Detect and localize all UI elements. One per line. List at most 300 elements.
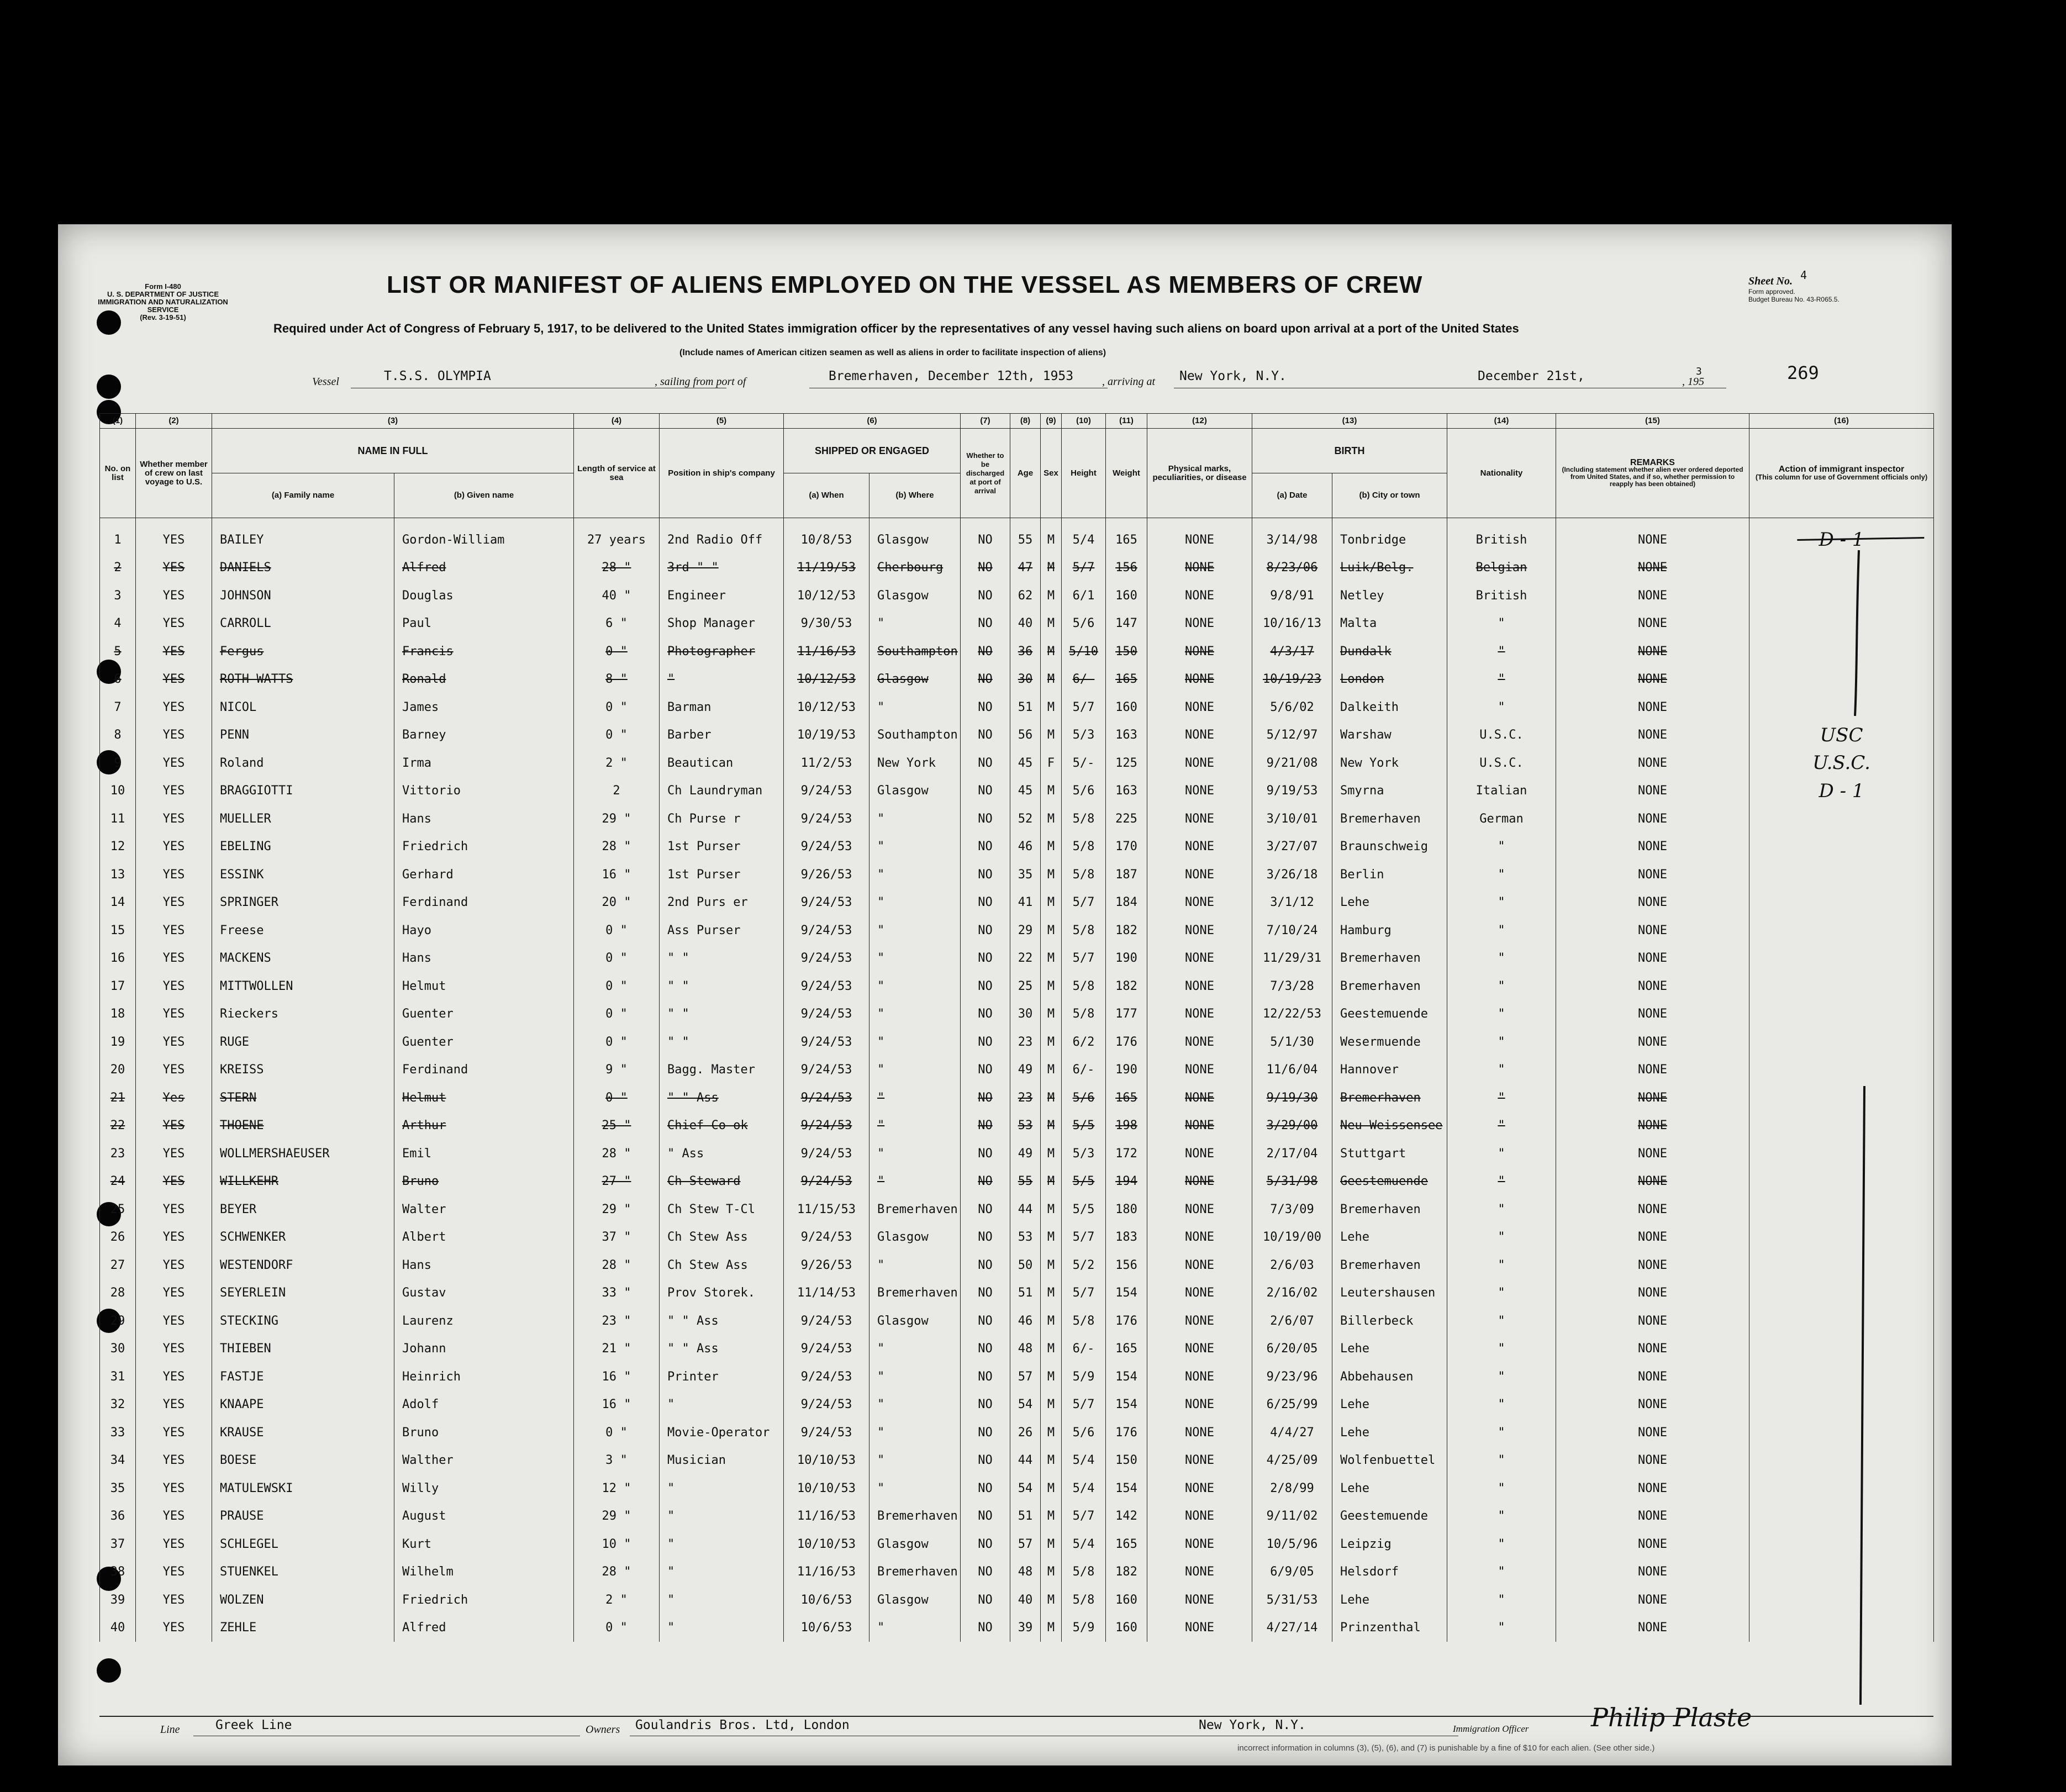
line-name: Greek Line	[215, 1718, 292, 1732]
cell-nat: "	[1447, 693, 1556, 721]
cell-sex: M	[1041, 1530, 1062, 1558]
table-row	[100, 1140, 1934, 1168]
cell-sex: M	[1041, 1112, 1062, 1140]
cell-nat: Italian	[1447, 777, 1556, 805]
cell-position: Ch Stew T-Cl	[660, 1195, 784, 1224]
cell-service: 0 "	[574, 1614, 660, 1642]
cell-sex: M	[1041, 1335, 1062, 1363]
cell-remarks: NONE	[1556, 1168, 1749, 1196]
col-num: (4)	[574, 414, 660, 429]
cell-sex: M	[1041, 610, 1062, 638]
cell-when: 9/30/53	[784, 610, 869, 638]
table-row	[100, 666, 1934, 694]
cell-member: YES	[136, 1391, 212, 1419]
cell-nat: U.S.C.	[1447, 749, 1556, 777]
cell-bdate: 3/27/07	[1252, 833, 1332, 861]
table-row	[100, 1558, 1934, 1587]
cell-given: Johann	[394, 1335, 574, 1363]
cell-nat: "	[1447, 1586, 1556, 1614]
cell-service: 2 "	[574, 749, 660, 777]
cell-marks: NONE	[1147, 582, 1252, 610]
cell-city: Smyrna	[1332, 777, 1447, 805]
cell-marks: NONE	[1147, 1614, 1252, 1642]
cell-sex: M	[1041, 1000, 1062, 1029]
cell-city: Leutershausen	[1332, 1279, 1447, 1308]
cell-nat: "	[1447, 1335, 1556, 1363]
cell-remarks: NONE	[1556, 1224, 1749, 1252]
cell-no: 22	[100, 1112, 136, 1140]
cell-sex: M	[1041, 1279, 1062, 1308]
officer-label: Immigration Officer	[1453, 1724, 1529, 1734]
cell-height: 5/7	[1062, 1391, 1106, 1419]
year-digit: 3	[1696, 366, 1702, 377]
cell-disch: NO	[961, 1224, 1010, 1252]
cell-age: 39	[1010, 1614, 1041, 1642]
action-note: (This column for use of Government officials only)	[1755, 472, 1928, 481]
cell-nat: "	[1447, 1056, 1556, 1084]
cell-no: 31	[100, 1363, 136, 1391]
cell-marks: NONE	[1147, 1251, 1252, 1279]
cell-given: Helmut	[394, 972, 574, 1000]
cell-family: DANIELS	[212, 554, 394, 582]
cell-no: 14	[100, 889, 136, 917]
cell-remarks: NONE	[1556, 749, 1749, 777]
officer-signature: Philip Plaste	[1591, 1703, 1752, 1732]
remarks-note: (Including statement whether alien ever ordered deported from United States, and if so, whether permission to reapply has been obtained)	[1562, 465, 1743, 488]
cell-bdate: 2/6/03	[1252, 1251, 1332, 1279]
cell-city: Lehe	[1332, 1586, 1447, 1614]
cell-disch: NO	[961, 1447, 1010, 1475]
cell-weight: 190	[1106, 1056, 1147, 1084]
cell-position: "	[660, 666, 784, 694]
cell-when: 11/19/53	[784, 554, 869, 582]
col-num: (10)	[1062, 414, 1106, 429]
cell-service: 28 "	[574, 1558, 660, 1587]
cell-service: 0 "	[574, 637, 660, 666]
cell-position: " " Ass	[660, 1307, 784, 1335]
cell-service: 0 "	[574, 1419, 660, 1447]
table-row	[100, 1474, 1934, 1503]
cell-family: ESSINK	[212, 861, 394, 889]
header-where: (b) Where	[869, 473, 961, 518]
cell-sex: M	[1041, 1419, 1062, 1447]
cell-disch: NO	[961, 1279, 1010, 1308]
cell-service: 27 years	[574, 518, 660, 554]
cell-sex: F	[1041, 749, 1062, 777]
cell-age: 22	[1010, 945, 1041, 973]
cell-age: 40	[1010, 610, 1041, 638]
cell-action: D - 1	[1749, 518, 1934, 554]
cell-age: 51	[1010, 1503, 1041, 1531]
cell-marks: NONE	[1147, 805, 1252, 833]
cell-remarks: NONE	[1556, 833, 1749, 861]
cell-height: 5/7	[1062, 1224, 1106, 1252]
cell-nat: U.S.C.	[1447, 721, 1556, 750]
cell-age: 54	[1010, 1474, 1041, 1503]
owners-address: New York, N.Y.	[1199, 1718, 1306, 1732]
cell-height: 6/-	[1062, 666, 1106, 694]
cell-family: SPRINGER	[212, 889, 394, 917]
cell-remarks: NONE	[1556, 1586, 1749, 1614]
cell-where: "	[869, 1084, 961, 1112]
cell-where: Bremerhaven	[869, 1503, 961, 1531]
cell-when: 10/10/53	[784, 1530, 869, 1558]
cell-member: YES	[136, 1530, 212, 1558]
remarks-title: REMARKS	[1630, 457, 1675, 467]
cell-when: 11/16/53	[784, 637, 869, 666]
cell-city: Lehe	[1332, 1224, 1447, 1252]
table-row	[100, 1056, 1934, 1084]
cell-bdate: 6/20/05	[1252, 1335, 1332, 1363]
cell-remarks: NONE	[1556, 610, 1749, 638]
cell-family: SCHWENKER	[212, 1224, 394, 1252]
cell-height: 5/7	[1062, 554, 1106, 582]
cell-age: 25	[1010, 972, 1041, 1000]
cell-marks: NONE	[1147, 972, 1252, 1000]
cell-marks: NONE	[1147, 1530, 1252, 1558]
cell-sex: M	[1041, 1168, 1062, 1196]
cell-nat: "	[1447, 972, 1556, 1000]
cell-member: YES	[136, 721, 212, 750]
table-row	[100, 777, 1934, 805]
col-num: (12)	[1147, 414, 1252, 429]
cell-position: "	[660, 1530, 784, 1558]
cell-sex: M	[1041, 721, 1062, 750]
cell-disch: NO	[961, 1307, 1010, 1335]
cell-family: BRAGGIOTTI	[212, 777, 394, 805]
cell-no: 25	[100, 1195, 136, 1224]
table-row	[100, 945, 1934, 973]
col-num: (6)	[784, 414, 961, 429]
cell-age: 49	[1010, 1140, 1041, 1168]
cell-remarks: NONE	[1556, 582, 1749, 610]
cell-disch: NO	[961, 1112, 1010, 1140]
cell-disch: NO	[961, 582, 1010, 610]
cell-position: " " Ass	[660, 1335, 784, 1363]
cell-bdate: 9/23/96	[1252, 1363, 1332, 1391]
cell-service: 25 "	[574, 1112, 660, 1140]
cell-weight: 190	[1106, 945, 1147, 973]
cell-bdate: 6/9/05	[1252, 1558, 1332, 1587]
cell-member: YES	[136, 1056, 212, 1084]
cell-position: " "	[660, 1000, 784, 1029]
cell-when: 9/24/53	[784, 1391, 869, 1419]
cell-where: "	[869, 1140, 961, 1168]
cell-remarks: NONE	[1556, 945, 1749, 973]
cell-sex: M	[1041, 1140, 1062, 1168]
cell-nat: Belgian	[1447, 554, 1556, 582]
cell-service: 3 "	[574, 1447, 660, 1475]
cell-nat: "	[1447, 1391, 1556, 1419]
year-label: , 195	[1682, 376, 1704, 388]
cell-bdate: 2/8/99	[1252, 1474, 1332, 1503]
cell-bdate: 5/31/98	[1252, 1168, 1332, 1196]
cell-city: Lehe	[1332, 1474, 1447, 1503]
col-num: (5)	[660, 414, 784, 429]
cell-no: 10	[100, 777, 136, 805]
cell-no: 27	[100, 1251, 136, 1279]
cell-family: THIEBEN	[212, 1335, 394, 1363]
cell-sex: M	[1041, 1503, 1062, 1531]
col-num: (2)	[136, 414, 212, 429]
cell-position: Ch Stew Ass	[660, 1224, 784, 1252]
cell-given: Adolf	[394, 1391, 574, 1419]
cell-no: 39	[100, 1586, 136, 1614]
cell-height: 5/6	[1062, 610, 1106, 638]
cell-when: 11/16/53	[784, 1558, 869, 1587]
cell-sex: M	[1041, 972, 1062, 1000]
cell-no: 38	[100, 1558, 136, 1587]
cell-when: 10/10/53	[784, 1474, 869, 1503]
cell-height: 5/7	[1062, 1279, 1106, 1308]
cell-city: Bremerhaven	[1332, 805, 1447, 833]
table-row	[100, 1028, 1934, 1056]
cell-disch: NO	[961, 637, 1010, 666]
cell-age: 49	[1010, 1056, 1041, 1084]
cell-disch: NO	[961, 666, 1010, 694]
cell-where: "	[869, 833, 961, 861]
cell-service: 0 "	[574, 1000, 660, 1029]
cell-bdate: 7/3/09	[1252, 1195, 1332, 1224]
header-sex: Sex	[1041, 429, 1062, 518]
service-name: IMMIGRATION AND NATURALIZATION SERVICE	[98, 298, 228, 314]
cell-bdate: 8/23/06	[1252, 554, 1332, 582]
cell-family: STERN	[212, 1084, 394, 1112]
cell-when: 9/26/53	[784, 861, 869, 889]
cell-marks: NONE	[1147, 1335, 1252, 1363]
cell-remarks: NONE	[1556, 1028, 1749, 1056]
cell-height: 5/9	[1062, 1363, 1106, 1391]
cell-no: 2	[100, 554, 136, 582]
cell-marks: NONE	[1147, 1503, 1252, 1531]
cell-given: Paul	[394, 610, 574, 638]
header-no: No. on list	[100, 429, 136, 518]
form-number: Form I-480	[145, 282, 181, 291]
cell-family: WOLZEN	[212, 1586, 394, 1614]
cell-member: YES	[136, 554, 212, 582]
cell-where: "	[869, 1391, 961, 1419]
cell-marks: NONE	[1147, 1419, 1252, 1447]
cell-position: Engineer	[660, 582, 784, 610]
cell-bdate: 5/6/02	[1252, 693, 1332, 721]
cell-bdate: 7/3/28	[1252, 972, 1332, 1000]
cell-remarks: NONE	[1556, 1530, 1749, 1558]
cell-remarks: NONE	[1556, 861, 1749, 889]
cell-position: " "	[660, 945, 784, 973]
table-row	[100, 693, 1934, 721]
table-row	[100, 610, 1934, 638]
cell-nat: "	[1447, 1614, 1556, 1642]
cell-service: 29 "	[574, 1195, 660, 1224]
table-row	[100, 1224, 1934, 1252]
cell-no: 24	[100, 1168, 136, 1196]
cell-no: 6	[100, 666, 136, 694]
cell-no: 8	[100, 721, 136, 750]
cell-where: "	[869, 861, 961, 889]
cell-age: 30	[1010, 1000, 1041, 1029]
cell-position: " " Ass	[660, 1084, 784, 1112]
budget-bureau-number: Budget Bureau No. 43-R065.5.	[1748, 296, 1840, 303]
cell-age: 54	[1010, 1391, 1041, 1419]
cell-when: 10/12/53	[784, 693, 869, 721]
cell-nat: "	[1447, 1140, 1556, 1168]
cell-position: Ch Laundryman	[660, 777, 784, 805]
col-num: (7)	[961, 414, 1010, 429]
cell-weight: 142	[1106, 1503, 1147, 1531]
cell-marks: NONE	[1147, 1391, 1252, 1419]
cell-remarks: NONE	[1556, 1112, 1749, 1140]
cell-where: "	[869, 889, 961, 917]
cell-bdate: 9/11/02	[1252, 1503, 1332, 1531]
cell-remarks: NONE	[1556, 1335, 1749, 1363]
cell-remarks: NONE	[1556, 889, 1749, 917]
cell-family: PENN	[212, 721, 394, 750]
cell-age: 55	[1010, 1168, 1041, 1196]
cell-service: 8 "	[574, 666, 660, 694]
cell-age: 57	[1010, 1363, 1041, 1391]
cell-disch: NO	[961, 805, 1010, 833]
cell-when: 9/24/53	[784, 972, 869, 1000]
cell-position: Shop Manager	[660, 610, 784, 638]
cell-height: 5/8	[1062, 1000, 1106, 1029]
cell-position: 1st Purser	[660, 833, 784, 861]
cell-family: MATULEWSKI	[212, 1474, 394, 1503]
cell-service: 21 "	[574, 1335, 660, 1363]
cell-service: 0 "	[574, 1084, 660, 1112]
cell-marks: NONE	[1147, 777, 1252, 805]
cell-service: 0 "	[574, 693, 660, 721]
cell-bdate: 11/29/31	[1252, 945, 1332, 973]
cell-position: "	[660, 1586, 784, 1614]
cell-where: "	[869, 1363, 961, 1391]
cell-service: 28 "	[574, 833, 660, 861]
cell-remarks: NONE	[1556, 721, 1749, 750]
penalty-note: incorrect information in columns (3), (5), (6), and (7) is punishable by a fine of $10 for each alien. (See other side.)	[1237, 1743, 1655, 1753]
table-row	[100, 1391, 1934, 1419]
cell-sex: M	[1041, 1084, 1062, 1112]
cell-member: YES	[136, 1586, 212, 1614]
cell-where: "	[869, 1056, 961, 1084]
cell-sex: M	[1041, 1307, 1062, 1335]
cell-bdate: 10/19/23	[1252, 666, 1332, 694]
table-row	[100, 1447, 1934, 1475]
cell-height: 5/6	[1062, 1419, 1106, 1447]
cell-family: WESTENDORF	[212, 1251, 394, 1279]
cell-height: 5/6	[1062, 1084, 1106, 1112]
cell-position: " "	[660, 1028, 784, 1056]
cell-remarks: NONE	[1556, 972, 1749, 1000]
cell-nat: "	[1447, 1363, 1556, 1391]
cell-sex: M	[1041, 1195, 1062, 1224]
cell-nat: "	[1447, 610, 1556, 638]
cell-height: 5/9	[1062, 1614, 1106, 1642]
cell-age: 41	[1010, 889, 1041, 917]
cell-given: Friedrich	[394, 833, 574, 861]
cell-given: Arthur	[394, 1112, 574, 1140]
cell-age: 57	[1010, 1530, 1041, 1558]
cell-given: Bruno	[394, 1419, 574, 1447]
header-birth: BIRTH	[1252, 429, 1447, 473]
cell-city: Geestemuende	[1332, 1168, 1447, 1196]
cell-action: USC	[1749, 721, 1934, 750]
cell-weight: 165	[1106, 1084, 1147, 1112]
col-num: (11)	[1106, 414, 1147, 429]
cell-city: Helsdorf	[1332, 1558, 1447, 1587]
cell-where: Bremerhaven	[869, 1195, 961, 1224]
cell-member: YES	[136, 1419, 212, 1447]
col-num: (3)	[212, 414, 574, 429]
cell-where: New York	[869, 749, 961, 777]
cell-sex: M	[1041, 518, 1062, 554]
header-member: Whether member of crew on last voyage to U.S.	[136, 429, 212, 518]
header-position: Position in ship's company	[660, 429, 784, 518]
cell-remarks: NONE	[1556, 1307, 1749, 1335]
cell-age: 45	[1010, 749, 1041, 777]
cell-sex: M	[1041, 1474, 1062, 1503]
cell-when: 10/6/53	[784, 1586, 869, 1614]
cell-member: YES	[136, 1028, 212, 1056]
table-row	[100, 889, 1934, 917]
cell-city: New York	[1332, 749, 1447, 777]
cell-disch: NO	[961, 1558, 1010, 1587]
cell-service: 0 "	[574, 721, 660, 750]
cell-disch: NO	[961, 749, 1010, 777]
cell-position: Musician	[660, 1447, 784, 1475]
cell-sex: M	[1041, 1363, 1062, 1391]
cell-member: YES	[136, 1000, 212, 1029]
cell-city: Stuttgart	[1332, 1140, 1447, 1168]
cell-height: 5/6	[1062, 777, 1106, 805]
cell-where: "	[869, 1000, 961, 1029]
col-num: (16)	[1749, 414, 1934, 429]
sheet-number: 4	[1800, 268, 1807, 282]
cell-disch: NO	[961, 1474, 1010, 1503]
cell-height: 6/2	[1062, 1028, 1106, 1056]
cell-service: 6 "	[574, 610, 660, 638]
cell-bdate: 9/21/08	[1252, 749, 1332, 777]
cell-family: RUGE	[212, 1028, 394, 1056]
cell-where: Glasgow	[869, 1586, 961, 1614]
cell-family: BOESE	[212, 1447, 394, 1475]
cell-when: 9/24/53	[784, 1056, 869, 1084]
cell-when: 9/24/53	[784, 1168, 869, 1196]
cell-disch: NO	[961, 554, 1010, 582]
cell-remarks: NONE	[1556, 1614, 1749, 1642]
cell-where: "	[869, 1614, 961, 1642]
cell-bdate: 3/10/01	[1252, 805, 1332, 833]
cell-weight: 176	[1106, 1307, 1147, 1335]
cell-bdate: 10/19/00	[1252, 1224, 1332, 1252]
cell-weight: 125	[1106, 749, 1147, 777]
cell-member: YES	[136, 1168, 212, 1196]
cell-remarks: NONE	[1556, 1363, 1749, 1391]
cell-remarks: NONE	[1556, 1419, 1749, 1447]
cell-city: Dundalk	[1332, 637, 1447, 666]
cell-position: "	[660, 1503, 784, 1531]
cell-age: 23	[1010, 1084, 1041, 1112]
cell-sex: M	[1041, 693, 1062, 721]
cell-marks: NONE	[1147, 1307, 1252, 1335]
cell-weight: 165	[1106, 1530, 1147, 1558]
cell-where: "	[869, 945, 961, 973]
cell-no: 20	[100, 1056, 136, 1084]
cell-city: Luik/Belg.	[1332, 554, 1447, 582]
cell-weight: 150	[1106, 637, 1147, 666]
cell-marks: NONE	[1147, 1558, 1252, 1587]
cell-height: 5/8	[1062, 972, 1106, 1000]
cell-marks: NONE	[1147, 1028, 1252, 1056]
cell-position: Beautican	[660, 749, 784, 777]
